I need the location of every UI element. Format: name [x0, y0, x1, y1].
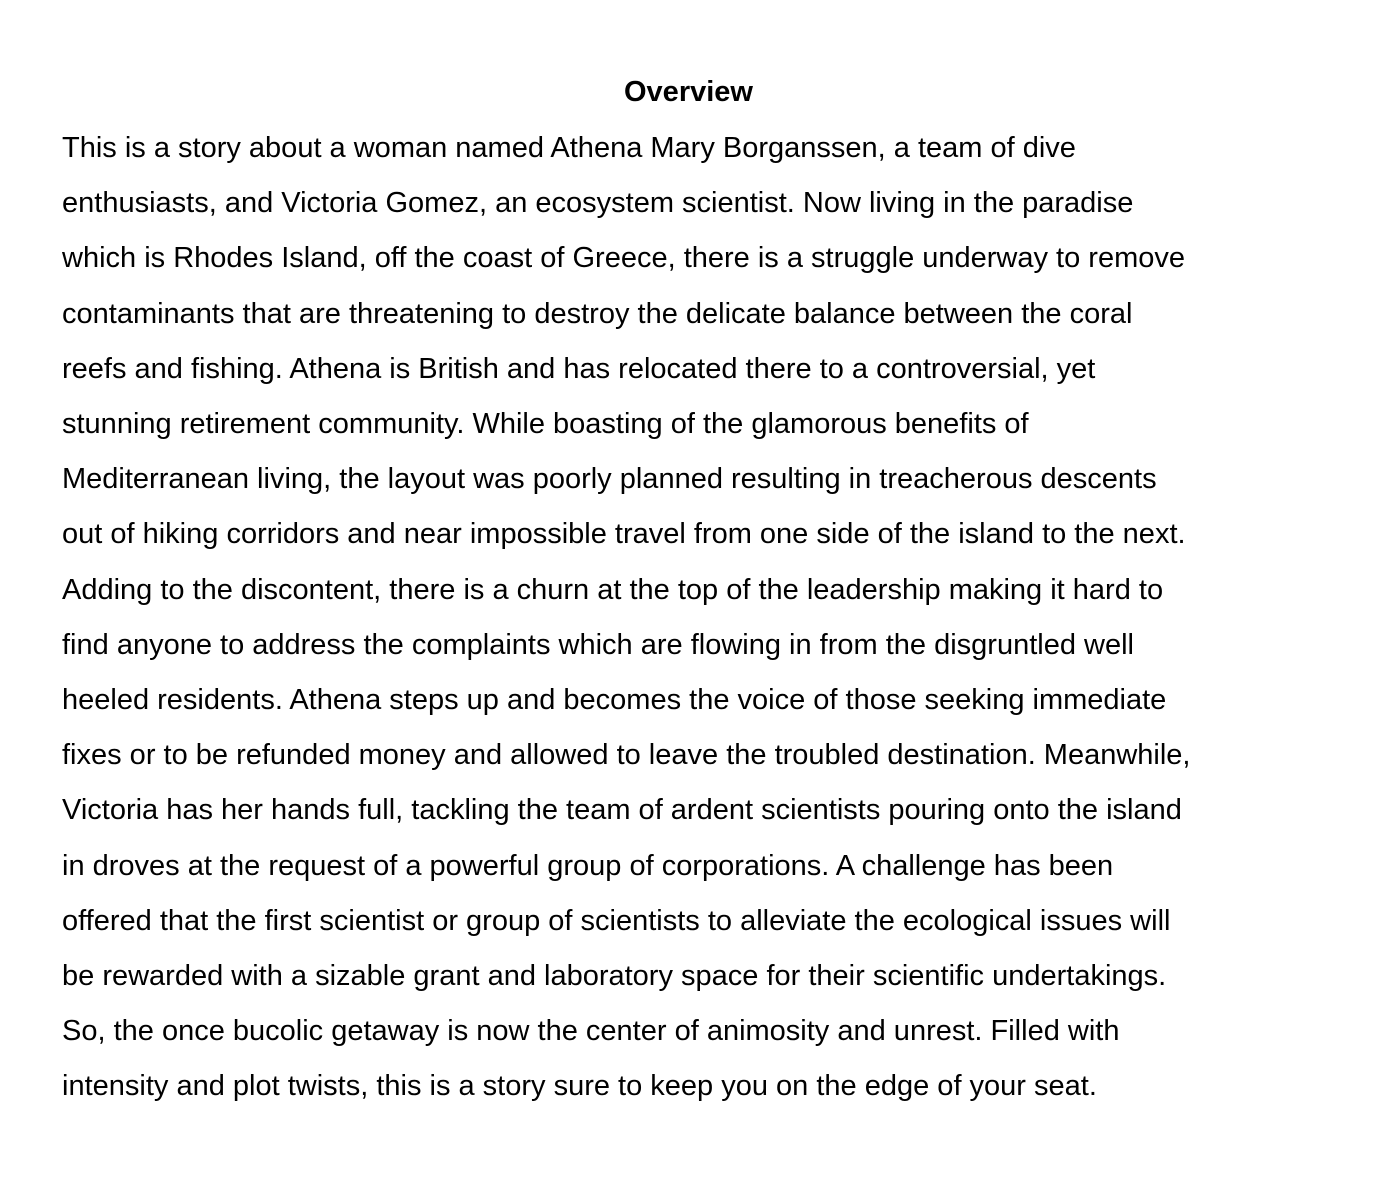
paragraph-line: be rewarded with a sizable grant and laboratory space for their scientific undertakings. [62, 960, 1167, 993]
paragraph-line: out of hiking corridors and near impossible travel from one side of the island to the next. [62, 518, 1186, 551]
paragraph-line: Mediterranean living, the layout was poorly planned resulting in treacherous descents [62, 463, 1157, 496]
paragraph-line: fixes or to be refunded money and allowed to leave the troubled destination. Meanwhile, [62, 739, 1191, 772]
paragraph-line: reefs and fishing. Athena is British and has relocated there to a controversial, yet [62, 352, 1096, 385]
paragraph-line: contaminants that are threatening to destroy the delicate balance between the coral [62, 297, 1133, 330]
paragraph-line: which is Rhodes Island, off the coast of Greece, there is a struggle underway to remove [62, 242, 1185, 275]
paragraph-line: So, the once bucolic getaway is now the center of animosity and unrest. Filled with [62, 1015, 1120, 1048]
paragraph-line: Adding to the discontent, there is a churn at the top of the leadership making it hard to [62, 573, 1164, 606]
paragraph-line: stunning retirement community. While boasting of the glamorous benefits of [62, 408, 1029, 441]
document-title: Overview [624, 76, 753, 108]
paragraph-line: offered that the first scientist or group of scientists to alleviate the ecological issues will [62, 904, 1171, 937]
paragraph-line: intensity and plot twists, this is a story sure to keep you on the edge of your seat. [62, 1070, 1097, 1103]
paragraph-line: heeled residents. Athena steps up and becomes the voice of those seeking immediate [62, 684, 1167, 717]
paragraph-line: in droves at the request of a powerful group of corporations. A challenge has been [62, 849, 1114, 882]
overview-paragraph [62, 121, 1315, 1115]
paragraph-line: enthusiasts, and Victoria Gomez, an ecosystem scientist. Now living in the paradise [62, 187, 1134, 220]
paragraph-line: find anyone to address the complaints which are flowing in from the disgruntled well [62, 628, 1134, 661]
paragraph-line: Victoria has her hands full, tackling the team of ardent scientists pouring onto the island [62, 794, 1182, 827]
paragraph-line: This is a story about a woman named Athena Mary Borganssen, a team of dive [62, 132, 1076, 164]
